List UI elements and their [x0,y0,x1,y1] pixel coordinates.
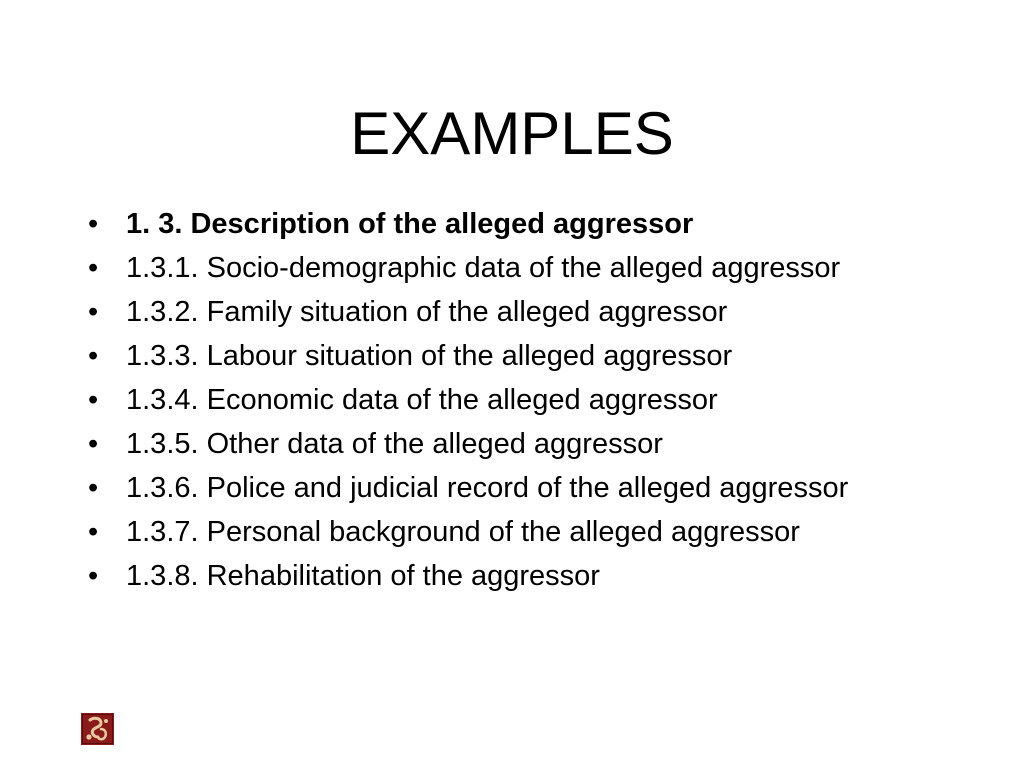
bullet-icon: • [88,472,99,504]
bullet-item [86,381,946,419]
bullet-text: 1.3.2. Family situation of the alleged aggressor [126,296,728,328]
bullet-icon: • [88,208,99,240]
bullet-text: 1.3.4. Economic data of the alleged aggressor [126,384,718,416]
bullet-item [86,513,946,551]
bullet-text: 1.3.7. Personal background of the alleged aggressor [126,516,800,548]
bullet-item [86,557,946,595]
bullet-icon: • [88,340,99,372]
bullet-icon: • [88,428,99,460]
bullet-text: 1. 3. Description of the alleged aggressor [126,208,694,240]
bullet-list [86,205,946,601]
bullet-item [86,293,946,331]
bullet-item [86,337,946,375]
bullet-icon: • [88,296,99,328]
bullet-text: 1.3.1. Socio-demographic data of the alleged aggressor [126,252,841,284]
bullet-item [86,425,946,463]
slide-title: EXAMPLES [350,100,674,167]
bullet-text: 1.3.3. Labour situation of the alleged aggressor [126,340,733,372]
bullet-icon: • [88,384,99,416]
bullet-item [86,249,946,287]
bullet-icon: • [88,252,99,284]
bullet-item [86,205,946,243]
organization-logo-icon [81,713,114,745]
bullet-text: 1.3.8. Rehabilitation of the aggressor [126,560,600,592]
bullet-item [86,469,946,507]
bullet-icon: • [88,560,99,592]
bullet-text: 1.3.5. Other data of the alleged aggressor [126,428,663,460]
bullet-text: 1.3.6. Police and judicial record of the alleged aggressor [126,472,849,504]
bullet-icon: • [88,516,99,548]
